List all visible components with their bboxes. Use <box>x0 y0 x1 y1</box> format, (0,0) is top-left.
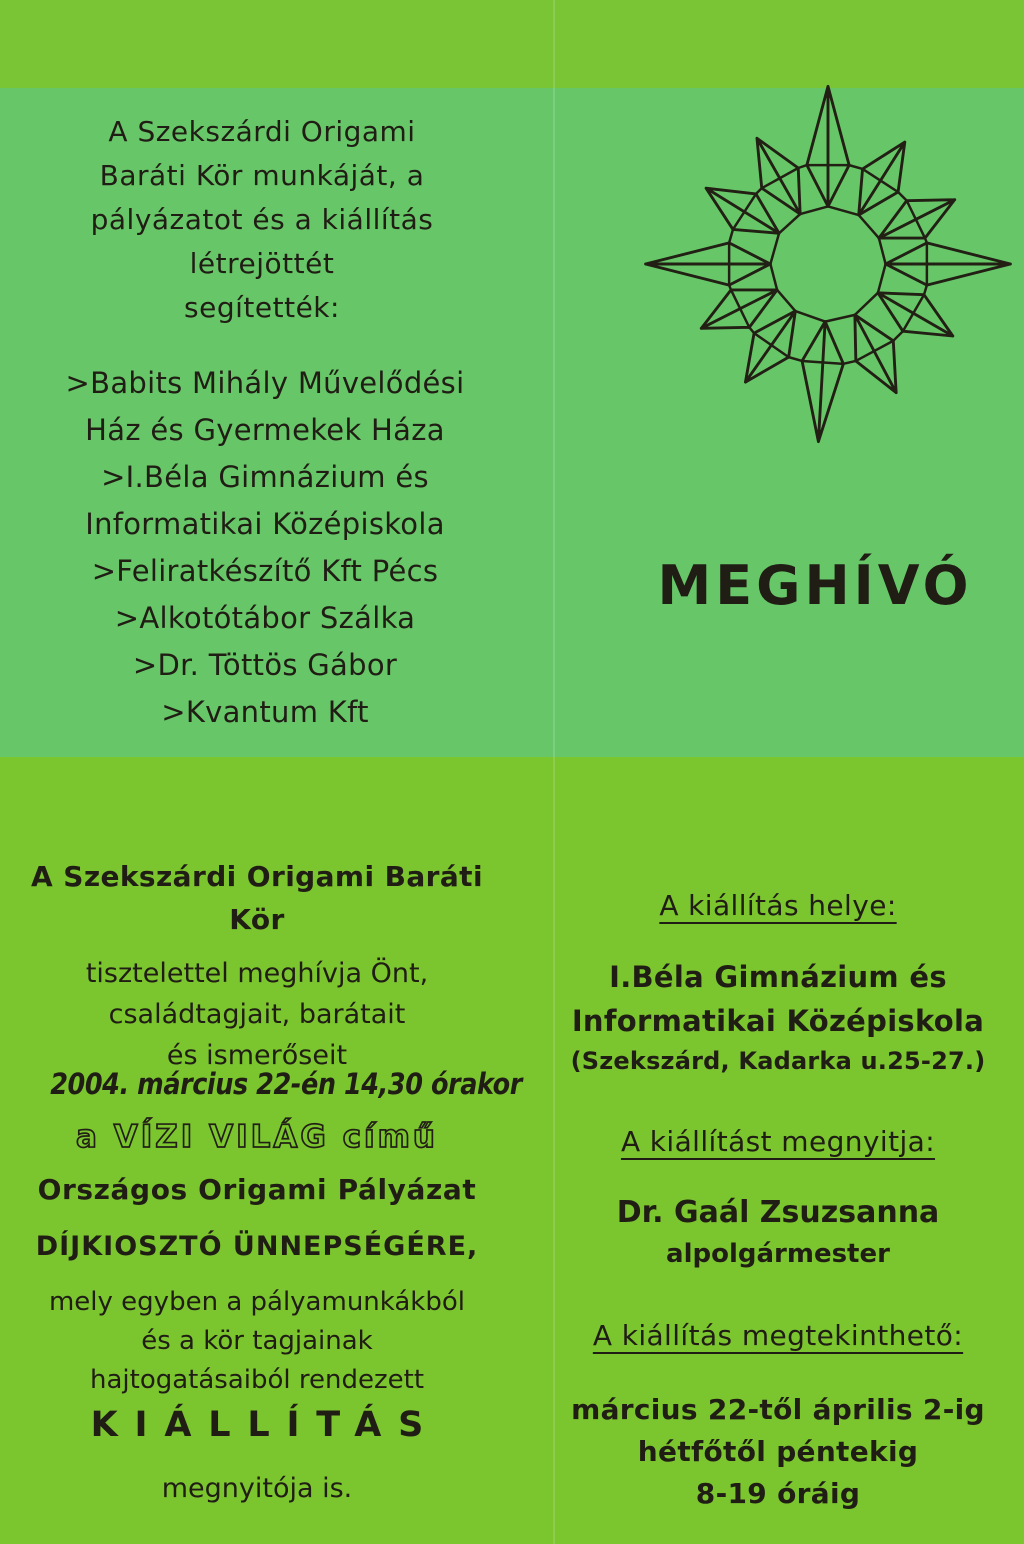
opener-title: alpolgármester <box>666 1239 890 1269</box>
credits-intro-line: A Szekszárdi Origami <box>108 115 416 148</box>
body-line: és a kör tagjainak <box>141 1326 373 1356</box>
invite-paragraph <box>22 953 492 1076</box>
opener-heading: A kiállítást megnyitja: <box>620 1125 936 1158</box>
ceremony-line: DÍJKIOSZTÓ ÜNNEPSÉGÉRE, <box>35 1231 479 1262</box>
front-panel <box>0 88 1024 757</box>
sponsor-line: >Babits Mihály Művelődési <box>65 366 465 400</box>
venue-line: I.Béla Gimnázium és <box>609 960 947 994</box>
hours-line: 8-19 óráig <box>695 1477 861 1510</box>
venue-heading: A kiállítás helye: <box>659 889 897 922</box>
club-name-heading <box>22 855 492 941</box>
invite-line: családtagjait, barátait <box>108 999 406 1030</box>
closing-line: megnyitója is. <box>161 1473 353 1504</box>
hours-line: hétfőtől péntekig <box>637 1435 919 1468</box>
venue-block <box>548 955 1008 1079</box>
exhibition-word: KIÁLLÍTÁS <box>90 1405 441 1445</box>
hours-heading: A kiállítás megtekinthető: <box>592 1319 964 1352</box>
body-line: hajtogatásaiból rendezett <box>89 1365 425 1395</box>
credits-intro <box>52 110 472 330</box>
origami-star-illustration <box>636 72 1020 456</box>
origami-star-icon <box>636 72 1020 456</box>
body-paragraph <box>22 1283 492 1400</box>
invite-line: és ismerőseit <box>166 1040 348 1071</box>
contest-title-outline: a VÍZI VILÁG című <box>76 1119 438 1155</box>
hours-line: március 22-től április 2-ig <box>571 1393 985 1426</box>
sponsor-line: >Feliratkészítő Kft Pécs <box>91 554 439 588</box>
fold-crease-vertical <box>553 0 555 1544</box>
venue-line: Informatikai Középiskola <box>571 1004 985 1038</box>
sponsor-list <box>20 360 510 736</box>
invitation-title: MEGHÍVÓ <box>657 554 973 617</box>
credits-intro-line: segítették: <box>184 291 340 324</box>
sponsor-line: >I.Béla Gimnázium és <box>101 460 429 494</box>
credits-intro-line: pályázatot és a kiállítás <box>90 203 434 236</box>
hours-block <box>548 1389 1008 1515</box>
back-panel <box>0 757 1024 1544</box>
invite-line: tisztelettel meghívja Önt, <box>85 958 429 989</box>
sponsor-line: Informatikai Középiskola <box>85 507 445 541</box>
venue-address: (Szekszárd, Kadarka u.25-27.) <box>570 1047 986 1075</box>
sponsor-line: >Dr. Töttös Gábor <box>132 648 398 682</box>
club-name-line: A Szekszárdi Origami Baráti <box>31 860 483 893</box>
club-name-line: Kör <box>229 903 285 936</box>
sponsor-line: >Alkotótábor Szálka <box>114 601 416 635</box>
credits-intro-line: Baráti Kör munkáját, a <box>99 159 425 192</box>
body-line: mely egyben a pályamunkákból <box>48 1287 465 1317</box>
credits-intro-line: létrejöttét <box>189 247 335 280</box>
opener-block <box>548 1191 1008 1273</box>
opener-name: Dr. Gaál Zsuzsanna <box>616 1195 940 1230</box>
contest-name: Országos Origami Pályázat <box>37 1173 477 1206</box>
sponsor-line: >Kvantum Kft <box>161 695 369 729</box>
event-datetime: 2004. március 22-én 14,30 órakor <box>50 1067 522 1101</box>
sponsor-line: Ház és Gyermekek Háza <box>85 413 445 447</box>
